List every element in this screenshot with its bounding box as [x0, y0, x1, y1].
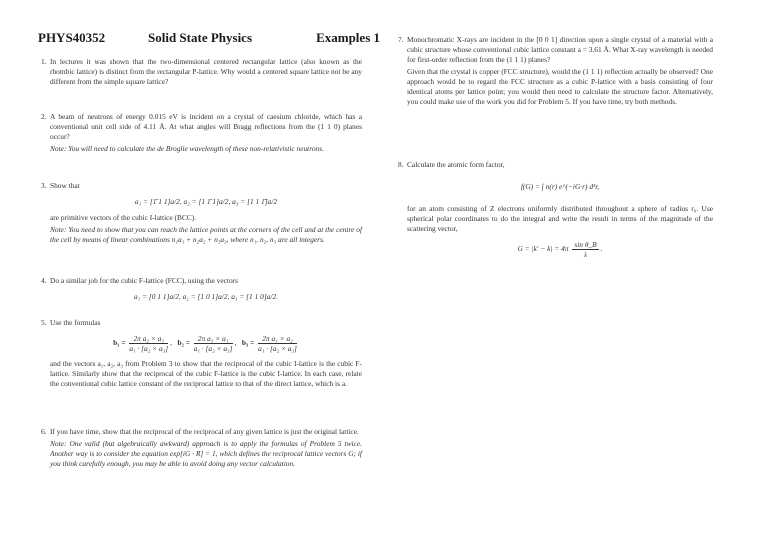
problem-2: [41, 112, 362, 156]
numerator: 2π a₁ × a₂: [258, 334, 297, 344]
problem-1: [41, 57, 362, 89]
b1-label: b₁ =: [113, 338, 126, 348]
problem-number: 5.: [41, 318, 47, 327]
denominator: λ: [583, 250, 588, 259]
fraction-b1: [129, 334, 168, 353]
equation-left: G = |k′ − k| = 4π: [517, 244, 569, 254]
denominator: a₁ · [a₂ × a₃]: [258, 344, 297, 353]
problem-text-2: and the vectors a₁, a₂, a₃ from Problem 3 to show that the reciprocal of the cubic I-lattice is the cubic F-lattice. Similarly show that the reciprocal of the cubic F-lattice is the cubic I-lattice. In each case, relate the conventional cubic lattice constant of the reciprocal lattice to that of the direct lattice, which is a.: [50, 359, 362, 388]
problem-3: [41, 181, 362, 247]
b2-label: b₂ =: [177, 338, 190, 348]
fraction-b3: [258, 334, 297, 353]
problem-text: Monochromatic X-rays are incident in the [0 0 1] direction upon a single crystal of a material with a cubic structure whose conventional cubic lattice constant a = 3.61 Å. What X-ray wavelength is needed for first-order reflection from the (1 1 1) planes?: [407, 35, 713, 64]
course-title: Solid State Physics: [148, 30, 253, 45]
problem-7: [398, 35, 713, 109]
problem-text: Calculate the atomic form factor,: [407, 160, 505, 169]
problem-text: Show that: [50, 181, 80, 190]
problem-note: Note: You will need to calculate the de Broglie wavelength of these non-relativistic neutrons.: [50, 144, 324, 153]
numerator: 2π a₃ × a₁: [194, 334, 233, 344]
sheet-title: Examples 1: [316, 30, 380, 45]
problem-number: 6.: [41, 427, 47, 436]
problem-text-2: for an atom consisting of Z electrons uniformly distributed throughout a sphere of radius r₀. Use spherical polar coordinates to do the integral and write the result in terms of the magnitude of the scattering vector,: [407, 204, 713, 233]
denominator: a₁ · [a₂ × a₃]: [193, 344, 233, 353]
problem-6: [41, 427, 362, 471]
sheet-header: [38, 30, 380, 48]
numerator: 2π a₂ × a₃: [129, 334, 168, 344]
fraction-b2: [194, 334, 233, 353]
problem-text-2: Given that the crystal is copper (FCC structure), would the (1 1 1) reflection actually be observed? One approach would be to regard the FCC structure as a cubic P-lattice with a basis consisting of four identical atoms per lattice point; you would then need to calculate the structure factor. Alternatively, you could make use of the work you did for Problem 5. If you have time, try both methods.: [407, 67, 713, 106]
problem-note: Note: One valid (but algebraically awkward) approach is to apply the formulas of Problem 5 twice. Another way is to consider the equation exp[iG · R] = 1, which defines the reciprocal lattice vectors G; if you think carefully enough, you may be able to avoid doing any vector calculation.: [50, 439, 362, 468]
problem-number: 8.: [398, 160, 404, 169]
b3-label: b₃ =: [241, 338, 255, 348]
equation-form-factor: f(G) = ∫ n(r) e^(−iG·r) d³r,: [520, 182, 600, 191]
fraction-sin-theta: [572, 240, 598, 259]
problem-text: Use the formulas: [50, 318, 101, 327]
denominator: a₁ · [a₂ × a₃]: [129, 344, 169, 353]
equation-primitive-vectors: a₁ = [1̄ 1 1]a/2, a₂ = [1 1̄ 1]a/2, a₃ = [1 1 1̄]a/2: [134, 197, 278, 206]
problem-text: A beam of neutrons of energy 0.015 eV is incident on a crystal of caesium chloride, which has a conventional unit cell side of 4.11 Å. At what angles will Bragg reflections from the (1 1 0) planes occur?: [50, 112, 362, 141]
problem-text-2: are primitive vectors of the cubic I-lattice (BCC).: [50, 213, 197, 222]
problem-number: 2.: [41, 112, 47, 121]
problem-number: 7.: [398, 35, 404, 44]
problem-4: [41, 276, 362, 308]
problem-number: 4.: [41, 276, 47, 285]
numerator: sin θ_B: [574, 240, 597, 249]
problem-5: [41, 318, 362, 391]
problem-text: If you have time, show that the reciprocal of the reciprocal of any given lattice is just the original lattice.: [50, 427, 359, 436]
course-code: PHYS40352: [38, 30, 106, 45]
problem-number: 1.: [41, 57, 47, 66]
problem-number: 3.: [41, 181, 47, 190]
problem-8: [398, 160, 713, 265]
equation-fcc-vectors: a₁ = [0 1 1]a/2, a₂ = [1 0 1]a/2, a₃ = [1 1 0]a/2.: [133, 292, 278, 301]
problem-text: Do a similar job for the cubic F-lattice (FCC), using the vectors: [50, 276, 239, 285]
equation-reciprocal-formulas: b₁ = $\frac{\text{2π a₂ × a₃}}{\text{a₁ · [a₂ × a₃]}}$ , b₂ = $\frac{\text{2π a₃ × a₁}}{\text{a₁ · [a₂ × a₃]}}$ , b₃ = $\frac{\text{2π a₁ × a₂}}{\text{a₁ · [a₂ × a₃]}}$: [113, 334, 297, 353]
equation-scattering-vector: [407, 240, 713, 259]
problem-text: In lectures it was shown that the two-dimensional centered rectangular lattice (also known as the rhombic lattice) is distinct from the rectangular P-lattice. Why would a centered square lattice not be any different from the simple square lattice?: [50, 57, 362, 86]
problem-note: Note: You need to show that you can reach the lattice points at the corners of the cell and at the centre of the cell by means of linear combinations n₁a₁ + n₂a₂ + n₃a₃, where n₁, n₂, n₃ are all integers.: [50, 225, 362, 244]
equation-end: .: [600, 244, 603, 254]
